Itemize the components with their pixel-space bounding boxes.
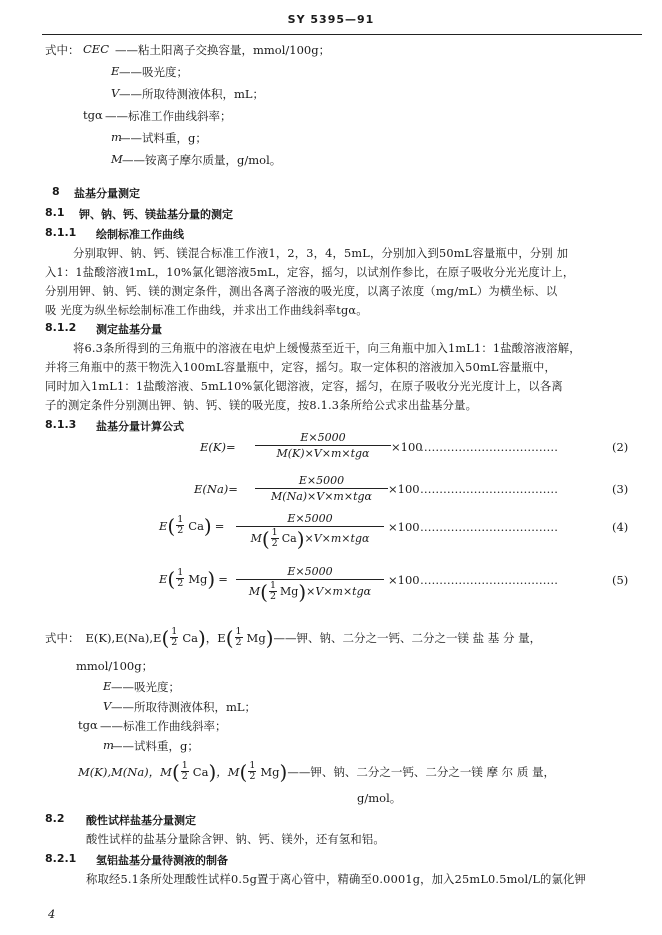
equation-number: (5) — [612, 573, 629, 587]
paragraph-line: 并将三角瓶中的蒸干物洗入100mL容量瓶中，定容，摇匀。取一定体积的溶液加入50mL容量瓶中， — [45, 361, 557, 374]
leader-dots: ……………………………… — [420, 573, 558, 587]
def-sym: E — [103, 679, 112, 693]
def-text: ——标准工作曲线斜率； — [105, 109, 232, 123]
def-text: ——试料重，g； — [111, 739, 199, 753]
def-sym: M — [111, 152, 123, 166]
leader-dots: ……………………………… — [420, 440, 558, 454]
def-text: ——铵离子摩尔质量，g/mol。 — [122, 153, 282, 167]
formula-lhs: E ( $\frac{1}{2}$ Mg ) = — [159, 566, 228, 591]
formula-tail: ×100 — [391, 440, 423, 454]
where-label-1: 式中： — [45, 43, 80, 57]
def-sym: m — [111, 130, 122, 144]
formula-fraction — [236, 512, 384, 549]
formula-denominator: M(Na)×V×m×tgα — [271, 490, 372, 503]
half-fraction: $\frac{1}{2}$ — [177, 514, 184, 536]
page-header: SY 5395—91 — [287, 13, 375, 26]
def-text: ——粘土阳离子交换容量，mmol/100g； — [115, 43, 331, 57]
formula-denominator: M(K)×V×m×tgα — [276, 447, 370, 460]
formula-tail: ×100 — [388, 520, 420, 534]
def-text: g/mol。 — [357, 791, 402, 805]
paragraph-line: 将6.3条所得到的三角瓶中的溶液在电炉上缓慢蒸至近干，向三角瓶中加入1mL1：1盐酸溶液溶解， — [73, 342, 581, 355]
def-sym: E — [111, 64, 120, 78]
def-sym: V — [103, 699, 112, 713]
def-text: ——所取待测液体积，mL； — [119, 87, 265, 101]
formula-numerator: E×5000 — [287, 565, 333, 578]
formula-fraction — [236, 565, 384, 602]
page-number: 4 — [48, 907, 56, 921]
section-title: 盐基分量计算公式 — [96, 420, 184, 433]
def-sym: m — [103, 738, 114, 752]
ion-label: Mg — [188, 571, 208, 586]
paragraph-line: 酸性试样的盐基分量除含钾、钠、钙、镁外，还有氢和铝。 — [86, 833, 385, 846]
ion-label: Ca — [188, 518, 204, 533]
section-number: 8.2.1 — [45, 852, 77, 865]
def-text: mmol/100g； — [76, 659, 154, 673]
formula-lhs: E(K)= — [200, 440, 236, 454]
section-title: 绘制标准工作曲线 — [96, 228, 184, 241]
section-number: 8.1.2 — [45, 321, 77, 334]
formula-denominator: M ( $\frac{1}{2}$ Ca ) ×V×m×tgα — [250, 526, 370, 551]
section-title: 氢铝盐基分量待测液的制备 — [96, 854, 228, 867]
section-title: 酸性试样盐基分量测定 — [86, 814, 196, 827]
where-label-2: 式中： — [45, 630, 80, 645]
formula-numerator: E×5000 — [300, 431, 346, 444]
formula-fraction — [255, 474, 388, 503]
paragraph-line: 入1：1盐酸溶液1mL，10%氯化锶溶液5mL，定容，摇匀，以试剂作参比，在原子吸收分光光度计上， — [45, 266, 575, 279]
section-title: 盐基分量测定 — [74, 187, 140, 200]
half-fraction: $\frac{1}{2}$ — [177, 567, 184, 589]
def-text: ——吸光度； — [111, 680, 180, 694]
formula-denominator: M ( $\frac{1}{2}$ Mg ) ×V×m×tgα — [248, 579, 372, 604]
formula-tail: ×100 — [388, 482, 420, 496]
equation-number: (4) — [612, 520, 629, 534]
header-rule — [42, 34, 642, 35]
formula-numerator: E×5000 — [287, 512, 333, 525]
section-number: 8.1 — [45, 206, 65, 219]
leader-dots: ……………………………… — [420, 482, 558, 496]
section-number: 8.1.1 — [45, 226, 77, 239]
def-sym: CEC — [83, 42, 109, 56]
section-number: 8 — [52, 185, 60, 198]
leader-dots: ……………………………… — [420, 520, 558, 534]
equation-number: (2) — [612, 440, 629, 454]
formula-fraction — [255, 431, 391, 460]
paragraph-line: 分别用钾、钠、钙、镁的测定条件，测出各离子溶液的吸光度，以离子浓度（mg/mL）为横坐标、以 — [45, 285, 558, 298]
lhs-symbol: E — [159, 571, 168, 586]
molar-mass-line: M(K),M(Na)，M ( $\frac{1}{2}$ Ca ) ，M ( $\frac{1}{2}$ Mg ) ——钾、钠、二分之一钙、二分之一镁 摩 尔 质 量， — [78, 759, 555, 784]
paragraph-line: 称取经5.1条所处理酸性试样0.5g置于离心管中，精确至0.0001g，加入25mL0.5mol/L的氯化钾 — [86, 873, 587, 886]
formula-numerator: E×5000 — [298, 474, 345, 487]
where-line-2: 式中： E(K),E(Na),E ( $\frac{1}{2}$ Ca ) ，E ( $\frac{1}{2}$ Mg ) ——钾、钠、二分之一钙、二分之一镁 盐 基 分 量， — [45, 625, 542, 650]
lhs-symbol: E — [159, 518, 168, 533]
section-number: 8.1.3 — [45, 418, 77, 431]
def-sym: tgα — [83, 108, 103, 122]
paragraph-line: 分别取钾、钠、钙、镁混合标准工作液1，2，3，4，5mL，分别加入到50mL容量瓶中，分别 加 — [73, 247, 569, 260]
section-title: 测定盐基分量 — [96, 323, 162, 336]
def-text: ——吸光度； — [119, 65, 188, 79]
equation-number: (3) — [612, 482, 629, 496]
section-title: 钾、钠、钙、镁盐基分量的测定 — [79, 208, 233, 221]
def-sym: V — [111, 86, 120, 100]
def-sym: tgα — [78, 718, 98, 732]
def-text: ——所取待测液体积，mL； — [111, 700, 257, 714]
def-text: ——试料重，g； — [119, 131, 207, 145]
paragraph-line: 同时加入1mL1：1盐酸溶液、5mL10%氯化锶溶液，定容，摇匀，在原子吸收分光光度计上，以各离 — [45, 380, 563, 393]
formula-lhs: E(Na)= — [194, 482, 238, 496]
def-text: ——标准工作曲线斜率； — [100, 719, 227, 733]
paragraph-line: 吸 光度为纵坐标绘制标准工作曲线，并求出工作曲线斜率tgα。 — [45, 304, 368, 317]
formula-lhs: E ( $\frac{1}{2}$ Ca ) = — [159, 513, 225, 538]
section-number: 8.2 — [45, 812, 65, 825]
formula-tail: ×100 — [388, 573, 420, 587]
paragraph-line: 子的测定条件分别测出钾、钠、钙、镁的吸光度，按8.1.3条所给公式求出盐基分量。 — [45, 399, 478, 412]
